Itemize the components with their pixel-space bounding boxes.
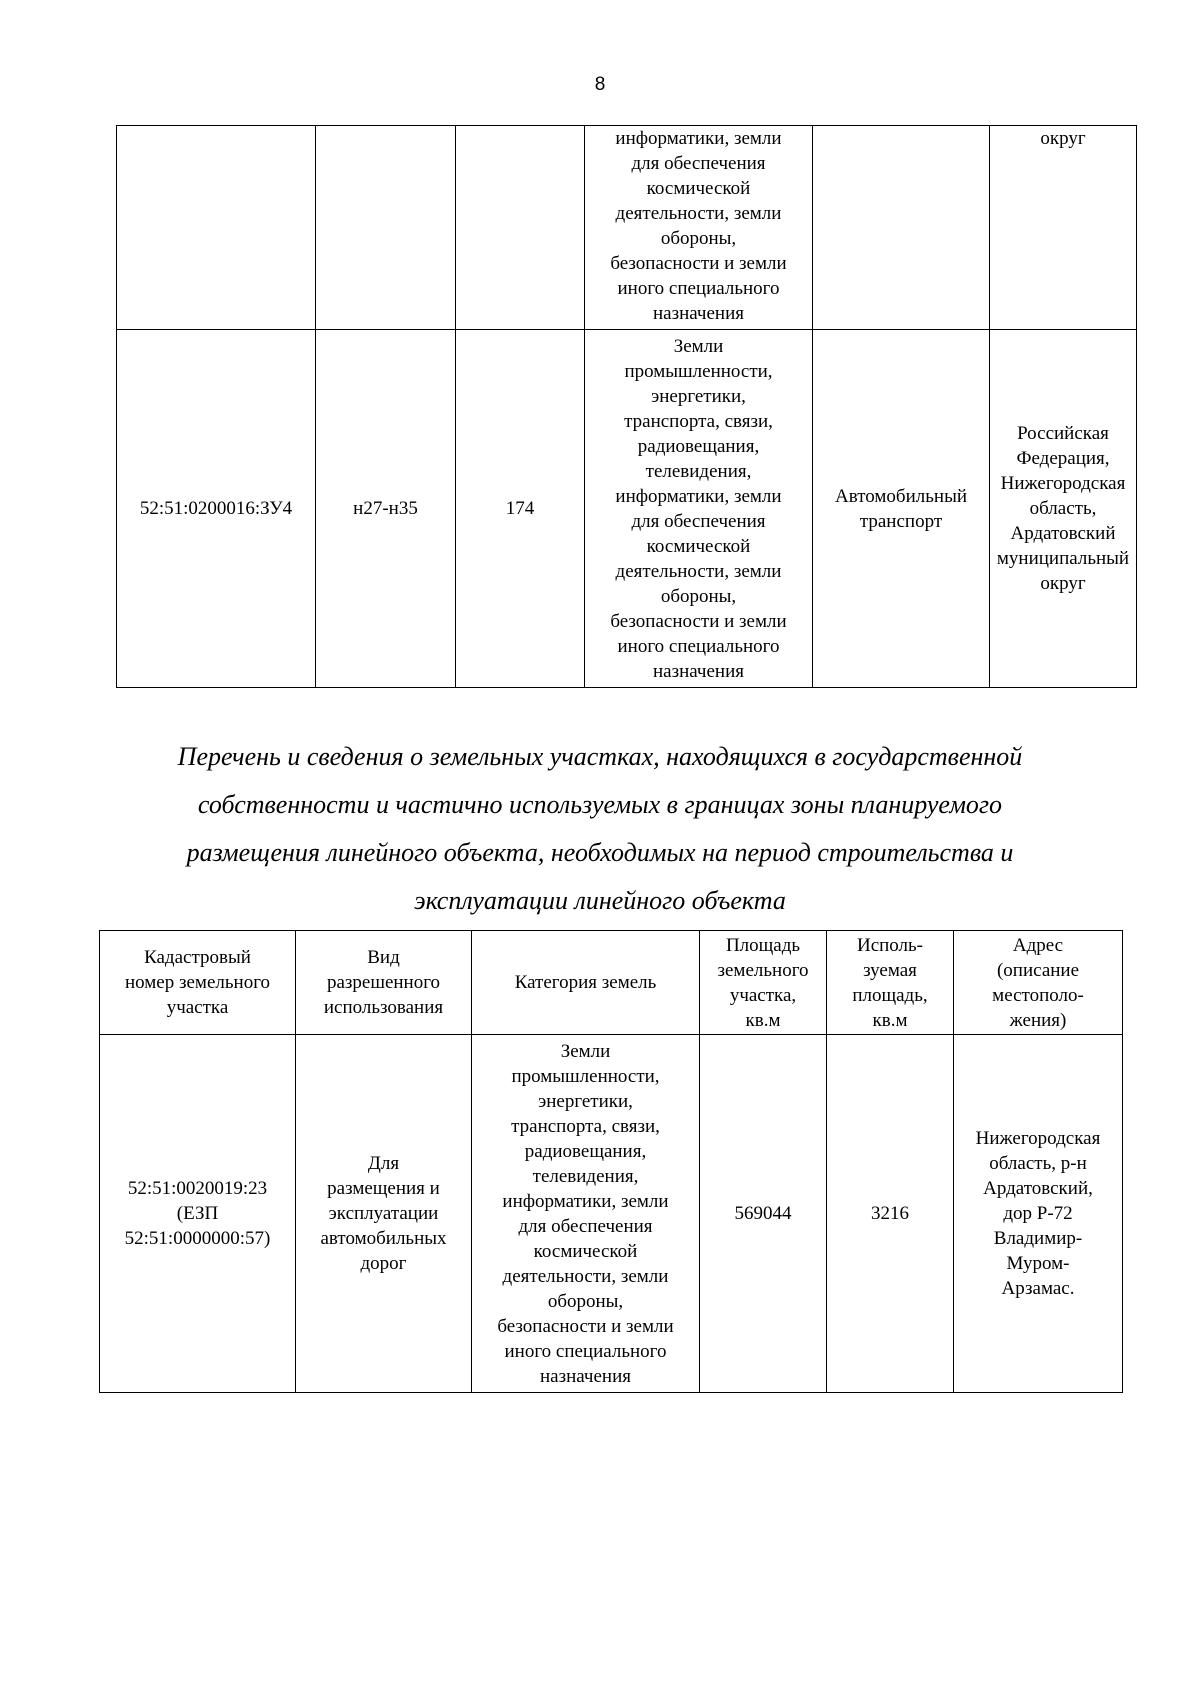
points-cell <box>316 126 456 330</box>
use-cell: Для размещения и эксплуатации автомобильных дорог <box>296 1035 472 1393</box>
used-area-cell: 3216 <box>827 1035 954 1393</box>
section-caption: Перечень и сведения о земельных участках, находящихся в государственной собственности и частично используемых в границах зоны планируемого размещения линейного объекта, необходимых на период строительства и эксплуатации линейного объекта <box>177 742 1023 915</box>
header-category: Категория земель <box>472 931 700 1035</box>
table-row <box>117 330 1137 688</box>
category-cell: Земли промышленности, энергетики, транспорта, связи, радиовещания, телевидения, информатики, земли для обеспечения космической деятельности, земли обороны, безопасности и земли иного специального назначения <box>585 330 813 688</box>
header-address: Адрес (описание местополо- жения) <box>954 931 1123 1035</box>
state-parcels-table <box>99 930 1123 1393</box>
use-cell: Автомобильный транспорт <box>813 330 990 688</box>
header-cadastral: Кадастровый номер земельного участка <box>100 931 296 1035</box>
cadastral-cell: 52:51:0020019:23 (ЕЗП 52:51:0000000:57) <box>100 1035 296 1393</box>
area-cell <box>456 126 585 330</box>
header-used-area: Исполь- зуемая площадь, кв.м <box>827 931 954 1035</box>
cadastral-cell <box>117 126 316 330</box>
table-row <box>100 1035 1123 1393</box>
category-cell: информатики, земли для обеспечения космической деятельности, земли обороны, безопасности и земли иного специального назначения <box>585 126 813 330</box>
page-number: 8 <box>594 74 606 95</box>
address-cell: Нижегородская область, р-н Ардатовский, дор Р-72 Владимир- Муром- Арзамас. <box>954 1035 1123 1393</box>
cadastral-cell: 52:51:0200016:ЗУ4 <box>117 330 316 688</box>
table-header-row <box>100 931 1123 1035</box>
table-row <box>117 126 1137 330</box>
category-cell: Земли промышленности, энергетики, транспорта, связи, радиовещания, телевидения, информатики, земли для обеспечения космической деятельности, земли обороны, безопасности и земли иного специального назначения <box>472 1035 700 1393</box>
parcels-table-continued <box>116 125 1137 688</box>
address-cell: округ <box>990 126 1137 330</box>
area-cell: 174 <box>456 330 585 688</box>
header-area: Площадь земельного участка, кв.м <box>700 931 827 1035</box>
header-use: Вид разрешенного использования <box>296 931 472 1035</box>
area-cell: 569044 <box>700 1035 827 1393</box>
use-cell <box>813 126 990 330</box>
address-cell: Российская Федерация, Нижегородская область, Ардатовский муниципальный округ <box>990 330 1137 688</box>
points-cell: н27-н35 <box>316 330 456 688</box>
